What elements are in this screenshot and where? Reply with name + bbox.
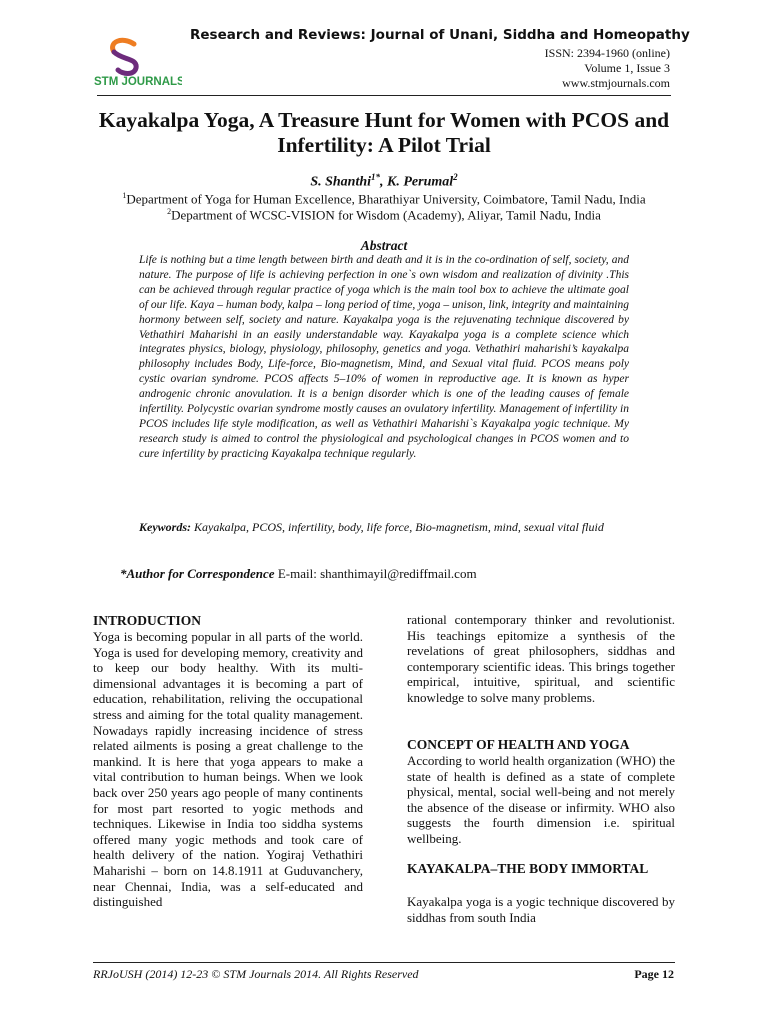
kayakalpa-text: Kayakalpa yoga is a yogic technique discovered by siddhas from south India [407, 894, 675, 925]
author-1: S. Shanthi [310, 174, 372, 190]
abstract-text: Life is nothing but a time length between birth and death and it is in the co-ordination of self, society, and nature. The purpose of life is achieving perfection in one`s own wisdom and realization of divinity .This can be achieved through regular practice of yoga which is the main tool box to achieve the ultimate goal of our life. Kaya – human body, kalpa – long period of time, yoga – unison, link, integrity and maintaining hormony between self, society and nature. Kayakalpa yoga is the rejuvenating technique discovered by Vethathiri Maharishi in an easily understandable way. Kayakalpa yoga is a complete science which integrates physics, biology, physiology, philosophy, genetics and yoga. Vethathiri maharishi’s kayakalpa philosophy includes Body, Life-force, Bio-magnetism, Mind, and Sexual vital fluid. PCOS means poly cystic ovarian syndrome. PCOS affects 5–10% of women in reproductive age. It is known as hyper androgenic chronic anovulation. It is a benign disorder which is one of the leading causes of female infertility. Polycystic ovarian syndrome mostly causes an ovulatory infertility. Management of infertility in PCOS includes life style modification, as well as Vethathiri Maharishi`s Kayakalpa yogic technique. My research study is aimed to control the physiological and psychological changes in PCOS women and to cure infertility by practicing Kayakalpa technique regularly. [139, 254, 629, 460]
keywords-list: Kayakalpa, PCOS, infertility, body, life force, Bio-magnetism, mind, sexual vital fluid [191, 520, 604, 534]
author-2-mark: 2 [453, 172, 458, 182]
correspondence-label: *Author for Correspondence [120, 566, 275, 581]
author-1-mark: 1* [371, 172, 381, 182]
correspondence [120, 566, 477, 582]
introduction-heading: INTRODUCTION [93, 613, 202, 628]
author-line [100, 172, 668, 191]
logo-text: STM JOURNALS [94, 76, 182, 88]
stm-s-logo-icon [92, 30, 182, 90]
introduction-continued-text: rational contemporary thinker and revolutionist. His teachings epitomize a synthesis of the revelations of great philosophers, siddhas and contemporary scientific ideas. This brings together empirical, intuitive, spiritual, and scientific knowledge to solve many problems. [407, 612, 675, 705]
volume-issue: Volume 1, Issue 3 [584, 61, 670, 75]
author-2: K. Perumal [387, 174, 454, 190]
journal-website-link[interactable]: www.stmjournals.com [562, 76, 670, 90]
header-divider [97, 95, 671, 96]
keywords-label: Keywords: [139, 520, 191, 534]
kayakalpa-heading: KAYAKALPA–THE BODY IMMORTAL [407, 861, 649, 876]
page-number: Page 12 [634, 967, 674, 981]
affiliation-1 [80, 191, 688, 207]
stm-journals-logo [92, 30, 182, 90]
correspondence-email[interactable]: E-mail: shanthimayil@rediffmail.com [274, 566, 477, 581]
issn: ISSN: 2394-1960 (online) [544, 46, 670, 60]
affiliation-2-mark: 2 [167, 207, 172, 216]
footer-citation: RRJoUSH (2014) 12-23 © STM Journals 2014. All Rights Reserved [93, 967, 419, 981]
author-separator: , [380, 174, 388, 190]
affiliation-1-text: Department of Yoga for Human Excellence, Bharathiyar University, Coimbatore, Tamil Nadu, India [126, 191, 646, 207]
abstract-heading: Abstract [360, 238, 408, 253]
keywords [139, 519, 629, 535]
health-yoga-heading: CONCEPT OF HEALTH AND YOGA [407, 737, 630, 752]
affiliation-1-mark: 1 [122, 191, 127, 200]
health-yoga-text: According to world health organization (WHO) the state of health is defined as a state of complete physical, mental, social well-being and not merely the absence of the disease or infirmity. WHO also suggests the fourth dimension i.e. spiritual wellbeing. [407, 753, 675, 846]
affiliation-2-text: Department of WCSC-VISION for Wisdom (Academy), Aliyar, Tamil Nadu, India [171, 207, 601, 223]
paper-title: Kayakalpa Yoga, A Treasure Hunt for Women with PCOS and Infertility: A Pilot Trial [98, 108, 670, 157]
affiliation-2 [80, 207, 688, 223]
introduction-text: Yoga is becoming popular in all parts of the world. Yoga is used for developing memory, creativity and to keep our body healthy. With its multi-dimensional advantages it is becoming a part of education, rehabilitation, reliving the occupational stress and aiming for the total quality management. Nowadays rapidly increasing incidence of stress related ailments is posing a great challenge to the mankind. It is here that yoga appears to make a vital contribution to human beings. When we look back over 250 years ago people of many continents for most part resorted to yogic methods and techniques. Likewise in India too siddha systems offered many yogic methods and took care of health delivery of the nation. Yogiraj Vethathiri Maharishi – born on 14.8.1911 at Guduvanchery, near Chennai, India, was a self-educated and distinguished [93, 629, 363, 910]
footer-divider [93, 962, 675, 963]
journal-name: Research and Reviews: Journal of Unani, Siddha and Homeopathy [190, 27, 690, 43]
